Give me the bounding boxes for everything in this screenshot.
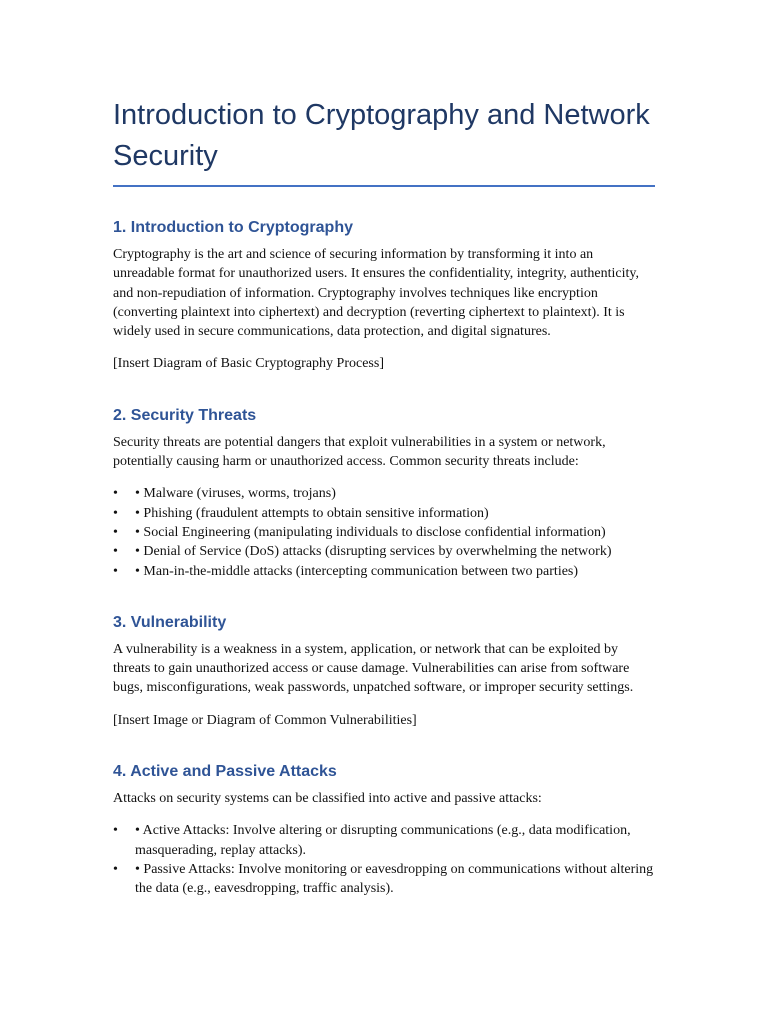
list-item-text: • Phishing (fraudulent attempts to obtain sensitive information) [135, 505, 489, 521]
image-placeholder: [Insert Image or Diagram of Common Vulnerabilities] [113, 712, 417, 728]
section-security-threats [113, 405, 655, 581]
attacks-list [113, 821, 655, 898]
section-paragraph: A vulnerability is a weakness in a system, application, or network that can be exploited by threats to gain unauthorized access or cause damage. Vulnerabilities can arise from software bugs, misconfigurations, weak passwords, unpatched software, or improper security settings. [113, 641, 634, 696]
list-item [113, 484, 655, 503]
document-title: Introduction to Cryptography and Network Security [113, 99, 650, 172]
bullet-marker: • [113, 486, 118, 502]
section-paragraph: Attacks on security systems can be classified into active and passive attacks: [113, 791, 542, 807]
document-page [113, 95, 655, 930]
list-item-text: • Denial of Service (DoS) attacks (disrupting services by overwhelming the network) [135, 544, 612, 560]
bullet-marker: • [113, 823, 118, 839]
bullet-marker: • [113, 505, 118, 521]
list-item-text: • Social Engineering (manipulating individuals to disclose confidential information) [135, 524, 606, 540]
list-item-text: • Man-in-the-middle attacks (intercepting communication between two parties) [135, 563, 579, 579]
section-active-passive-attacks [113, 761, 655, 898]
title-underline [113, 185, 655, 187]
list-item [113, 562, 655, 581]
section-heading: 4. Active and Passive Attacks [113, 763, 337, 781]
list-item [113, 523, 655, 542]
bullet-marker: • [113, 563, 118, 579]
section-heading: 2. Security Threats [113, 406, 257, 424]
bullet-marker: • [113, 524, 118, 540]
diagram-placeholder: [Insert Diagram of Basic Cryptography Process] [113, 356, 384, 372]
section-paragraph: Security threats are potential dangers that exploit vulnerabilities in a system or network, potentially causing harm or unauthorized access. Common security threats include: [113, 434, 606, 470]
list-item [113, 504, 655, 523]
section-introduction [113, 217, 655, 374]
bullet-marker: • [113, 861, 118, 877]
bullet-marker: • [113, 544, 118, 560]
section-heading: 1. Introduction to Cryptography [113, 219, 353, 236]
section-heading: 3. Vulnerability [113, 613, 227, 631]
threats-list [113, 484, 655, 580]
list-item-text: • Malware (viruses, worms, trojans) [135, 486, 336, 502]
section-vulnerability [113, 612, 655, 730]
list-item-text: • Passive Attacks: Involve monitoring or eavesdropping on communications without altering the data (e.g., eavesdropping, traffic analysis). [135, 861, 654, 897]
list-item [113, 542, 655, 561]
section-paragraph: Cryptography is the art and science of securing information by transforming it into an unreadable format for unauthorized users. It ensures the confidentiality, integrity, authenticity, and non-repudiation of information. Cryptography involves techniques like encryption (converting plaintext into ciphertext) and decryption (reverting ciphertext to plaintext). It is widely used in secure communications, data protection, and digital signatures. [113, 247, 639, 340]
list-item-text: • Active Attacks: Involve altering or disrupting communications (e.g., data modification, masquerading, replay attacks). [135, 823, 631, 858]
list-item [113, 860, 655, 899]
list-item [113, 821, 655, 860]
